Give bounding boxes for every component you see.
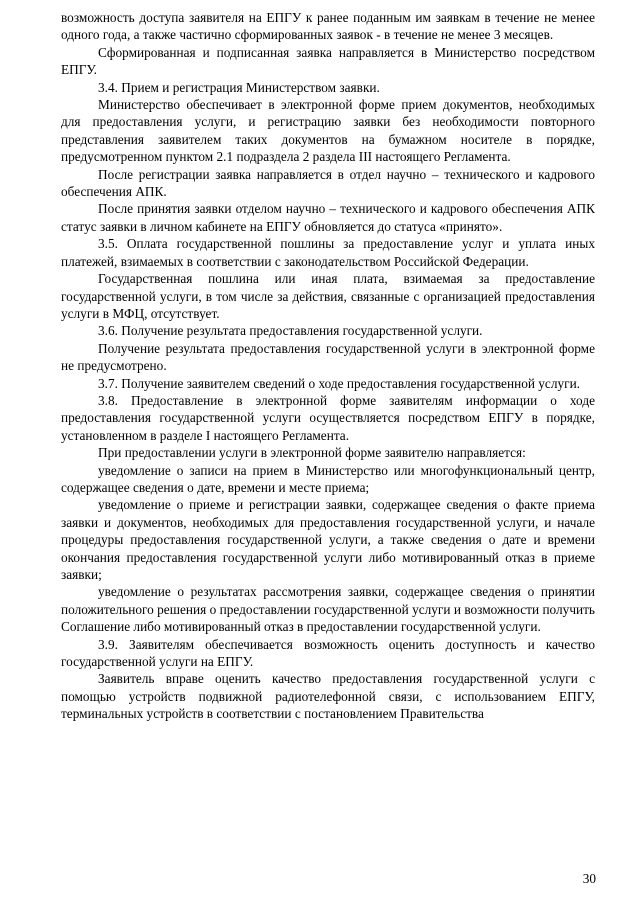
paragraph-4: Министерство обеспечивает в электронной форме прием документов, необходимых для предоставления услуги, и регистрацию заявки без необходимости повторного представления заявителем таких документов на бумажном носителе в порядке, предусмотренном пунктом 2.1 подраздела 2 раздела III настоящего Регламента. — [61, 97, 595, 165]
paragraph-8: Государственная пошлина или иная плата, взимаемая за предоставление государственной услуги, в том числе за действия, связанные с организацией предоставления услуги в МФЦ, отсутствует. — [61, 271, 595, 321]
document-page — [61, 9, 595, 723]
paragraph-18: Заявитель вправе оценить качество предоставления государственной услуги с помощью устройств подвижной радиотелефонной связи, с использованием ЕПГУ, терминальных устройств в соответствии с постановлением Правительства — [61, 671, 595, 722]
section-heading-3-7: 3.7. Получение заявителем сведений о ходе предоставления государственной услуги. — [98, 375, 581, 391]
section-heading-3-8: 3.8. Предоставление в электронной форме заявителям информации о ходе предоставления государственной услуги осуществляется посредством ЕПГУ в порядке, установленном в разделе I настоящего Регламента. — [61, 392, 595, 443]
paragraph-13: При предоставлении услуги в электронной форме заявителю направляется: — [98, 445, 526, 461]
paragraph-10: Получение результата предоставления государственной услуги в электронной форме не предусмотрено. — [61, 340, 595, 374]
paragraph-2: Сформированная и подписанная заявка направляется в Министерство посредством ЕПГУ. — [61, 44, 595, 78]
section-heading-3-9: 3.9. Заявителям обеспечивается возможность оценить доступность и качество государственной услуги на ЕПГУ. — [61, 636, 595, 670]
list-item-notification-2: уведомление о приеме и регистрации заявки, содержащее сведения о факте приема заявки и документов, необходимых для предоставления государственной услуги, и начале процедуры предоставления государственной услуги, а также сведения о дате и времени окончания предоставления государственной услуги либо мотивированный отказ в приеме заявки; — [61, 497, 595, 582]
page-number: 30 — [582, 871, 596, 886]
paragraph-6: После принятия заявки отделом научно – технического и кадрового обеспечения АПК статус заявки в личном кабинете на ЕПГУ обновляется до статуса «принято». — [61, 201, 595, 234]
list-item-notification-3: уведомление о результатах рассмотрения заявки, содержащее сведения о принятии положительного решения о предоставлении государственной услуги и возможности получить Соглашение либо мотивированный отказ в предоставлении государственной услуги. — [61, 584, 595, 635]
section-heading-3-4: 3.4. Прием и регистрация Министерством заявки. — [98, 79, 380, 95]
paragraph-1: возможность доступа заявителя на ЕПГУ к ранее поданным им заявкам в течение не менее одного года, а также частично сформированных заявок - в течение не менее 3 месяцев. — [61, 10, 595, 43]
paragraph-5: После регистрации заявка направляется в отдел научно – технического и кадрового обеспечения АПК. — [61, 166, 595, 200]
section-heading-3-6: 3.6. Получение результата предоставления государственной услуги. — [98, 323, 483, 339]
list-item-notification-1: уведомление о записи на прием в Министерство или многофункциональный центр, содержащее сведения о дате, времени и месте приема; — [61, 462, 595, 495]
section-heading-3-5: 3.5. Оплата государственной пошлины за предоставление услуг и уплата иных платежей, взимаемых в соответствии с законодательством Российской Федерации. — [61, 236, 595, 269]
